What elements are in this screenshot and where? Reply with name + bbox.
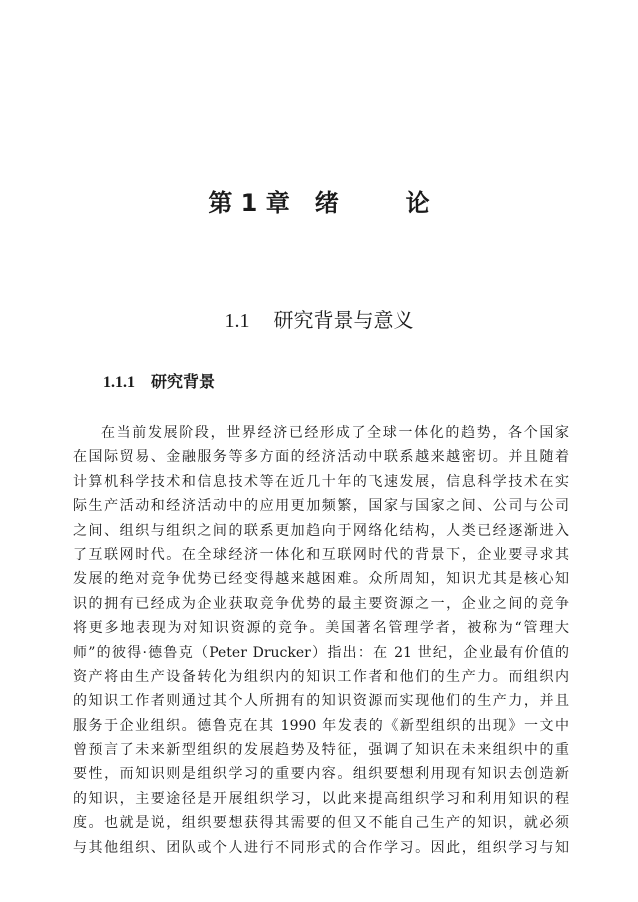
text-line: 的知识工作者则通过其个人所拥有的知识资源而实现他们的生产力，并且 xyxy=(73,693,569,710)
subsection-heading xyxy=(103,370,215,395)
text-line: 度。也就是说，组织要想获得其需要的但又不能自己生产的知识，就必须 xyxy=(73,815,569,832)
section-number: 1.1 xyxy=(224,310,250,332)
text-line: 资产将由生产设备转化为组织内的知识工作者和他们的生产力。而组织内 xyxy=(73,668,569,685)
text-line: 的知识，主要途径是开展组织学习，以此来提高组织学习和利用知识的程 xyxy=(73,790,569,807)
text-line: 服务于企业组织。德鲁克在其 1990 年发表的《新型组织的出现》一文中 xyxy=(73,717,569,734)
text-line: 际生产活动和经济活动中的应用更加频繁，国家与国家之间、公司与公司 xyxy=(73,498,569,515)
subsection-number: 1.1.1 xyxy=(103,374,135,391)
text-line: 曾预言了未来新型组织的发展趋势及特征，强调了知识在未来组织中的重 xyxy=(73,742,569,759)
body-paragraph xyxy=(73,421,569,860)
subsection-title: 研究背景 xyxy=(151,372,216,391)
text-line: 在当前发展阶段，世界经济已经形成了全球一体化的趋势，各个国家 xyxy=(101,425,569,441)
text-line: 师”的彼得·德鲁克（Peter Drucker）指出：在 21 世纪，企业最有价值的 xyxy=(73,644,569,661)
text-line: 在国际贸易、金融服务等多方面的经济活动中联系越来越密切。并且随着 xyxy=(73,449,569,466)
section-title: 研究背景与意义 xyxy=(273,308,414,332)
text-line: 识的拥有已经成为企业获取竞争优势的最主要资源之一，企业之间的竞争 xyxy=(73,595,569,612)
text-line: 发展的绝对竞争优势已经变得越来越困难。众所周知，知识尤其是核心知 xyxy=(73,571,569,588)
text-line: 计算机科学技术和信息技术等在近几十年的飞速发展，信息科学技术在实 xyxy=(73,473,569,490)
text-line: 之间、组织与组织之间的联系更加趋向于网络化结构，人类已经逐渐进入 xyxy=(73,522,569,539)
chapter-title: 第 1 章 绪 论 xyxy=(208,189,430,217)
section-heading xyxy=(0,305,638,336)
text-line: 要性，而知识则是组织学习的重要内容。组织要想利用现有知识去创造新 xyxy=(73,766,569,783)
text-line: 将更多地表现为对知识资源的竞争。美国著名管理学者，被称为“管理大 xyxy=(73,620,569,637)
text-line: 了互联网时代。在全球经济一体化和互联网时代的背景下，企业要寻求其 xyxy=(73,546,569,563)
text-line: 与其他组织、团队或个人进行不同形式的合作学习。因此，组织学习与知 xyxy=(73,839,569,856)
